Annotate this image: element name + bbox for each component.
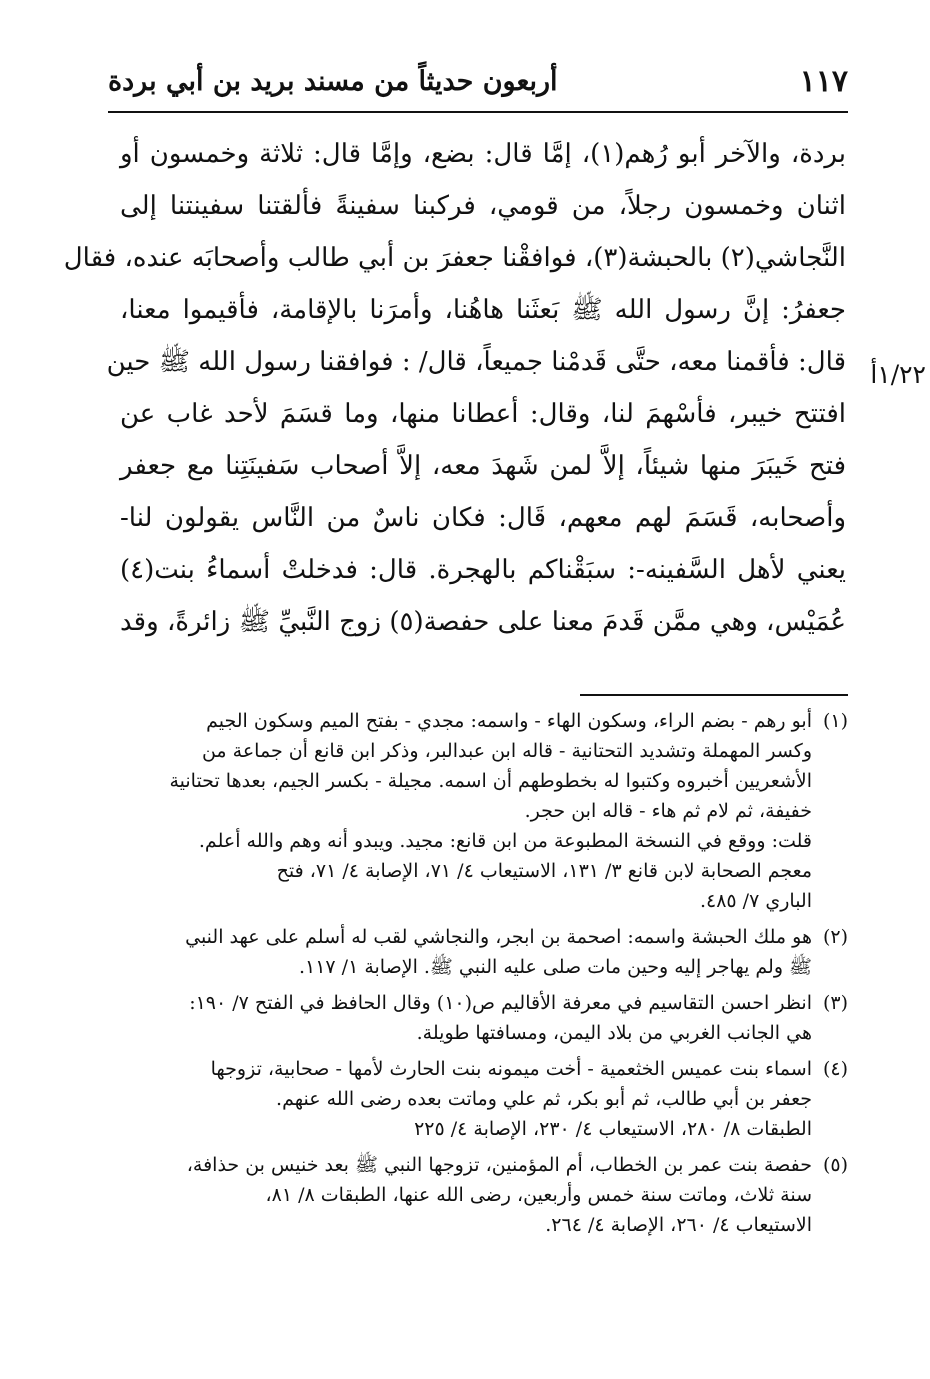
footnote-divider [580,694,848,696]
footnote-line: سنة ثلاث، وماتت سنة خمس وأربعين، رضى الله عنها، الطبقات ٨/ ٨١، [265,1184,812,1206]
footnote-line: قلت: ووقع في النسخة المطبوعة من ابن قانع: مجيد. ويبدو أنه وهم والله أعلم. [198,830,812,852]
footnote-line: معجم الصحابة لابن قانع ٣/ ١٣١، الاستيعاب ٤/ ٧١، الإصابة ٤/ ٧١، فتح [276,860,812,882]
footnote-line: جعفر بن أبي طالب، ثم أبو بكر، ثم علي وماتت بعده رضى الله عنهم. [276,1088,812,1110]
text-line: وأصحابه، قَسَمَ لهم معهم، قَال: فكان ناسٌ من النَّاس يقولون لنا- [120,503,846,533]
footnote-number: (٥) [822,1154,848,1176]
footnote-number: (١) [822,710,848,732]
footnote-text: حفصة بنت عمر بن الخطاب، أم المؤمنين، تزوجها النبي ﷺ بعد خنيس بن حذافة، [186,1154,812,1176]
page-header [108,64,848,108]
footnote-line: الأشعريين أخبروه وكتبوا له بخطوطهم أن اسمه. مجيلة - بكسر الجيم، بعدها تحتانية [169,770,812,792]
running-title: أربعون حديثاً من مسند بريد بن أبي بردة [108,66,558,97]
page-number: ١١٧ [799,64,848,99]
footnote-number: (٣) [822,992,848,1014]
footnote-text: انظر احسن التقاسيم في معرفة الأقاليم ص(١٠) وقال الحافظ في الفتح ٧/ ١٩٠: [189,992,812,1014]
footnote-line [118,922,848,952]
text-line: افتتح خيبر، فأسْهمَ لنا، وقال: أعطانا منها، وما قسَمَ لأحد غاب عن [120,399,846,429]
footnote-text: اسماء بنت عميس الخثعمية - أخت ميمونه بنت الحارث لأمها - صحابية، تزوجها [210,1058,812,1080]
footnote-line: ﷺ ولم يهاجر إليه وحين مات صلى عليه النبي ﷺ. الإصابة ١/ ١١٧. [298,956,812,978]
header-divider [108,111,848,113]
footnote-line [118,706,848,736]
footnote-line: هي الجانب الغربي من بلاد اليمن، ومسافتها طويلة. [416,1022,812,1044]
text-line: جعفرُ: إنَّ رسول الله ﷺ بَعثَنا هاهُنا، وأمرَنا بالإقامة، فأقيموا معنا، [120,295,846,325]
footnote-line [118,1150,848,1180]
footnotes [118,706,848,1246]
text-line: قال: فأقمنا معه، حتَّى قَدمْنا جميعاً، قال/ : فوافقنا رسول الله ﷺ حين [106,347,846,377]
manuscript-folio-reference: ١/٢٢أ [870,360,926,389]
footnote [118,1150,848,1240]
text-line: فتح خَيبَرَ منها شيئاً، إلاَّ لمن شَهدَ معه، إلاَّ أصحاب سَفينَتِنا مع جعفر [120,451,846,481]
footnote-line: الاستيعاب ٤/ ٢٦٠، الإصابة ٤/ ٢٦٤. [545,1214,812,1236]
footnote-line: الباري ٧/ ٤٨٥. [699,890,812,912]
text-line: عُمَيْس، وهي ممَّن قَدمَ معنا على حفصة(٥) زوج النَّبيِّ ﷺ زائرةً، وقد [120,607,846,637]
footnote [118,706,848,916]
footnote-text: هو ملك الحبشة واسمه: اصحمة بن ابجر، والنجاشي لقب له أسلم على عهد النبي [185,926,812,948]
footnote-line: خفيفة، ثم لام ثم هاء - قاله ابن حجر. [524,800,812,822]
footnote-number: (٢) [822,926,848,948]
footnote [118,1054,848,1144]
footnote-line [118,988,848,1018]
footnote-line: وكسر المهملة وتشديد التحتانية - قاله ابن عبدالبر، وذكر ابن قانع أن جماعة من [201,740,812,762]
text-line: بردة، والآخر أبو رُهم(١)، إمَّا قال: بضع، وإمَّا قال: ثلاثة وخمسون أو [120,139,846,169]
footnote [118,922,848,982]
main-text [63,128,846,648]
text-line: اثنان وخمسون رجلاً، من قومي، فركبنا سفينةً فألقتنا سفينتنا إلى [120,191,846,221]
footnote-line: الطبقات ٨/ ٢٨٠، الاستيعاب ٤/ ٢٣٠، الإصابة ٤/ ٢٢٥ [414,1118,812,1140]
footnote-number: (٤) [822,1058,848,1080]
footnote-text: أبو رهم - بضم الراء، وسكون الهاء - واسمه: مجدي - بفتح الميم وسكون الجيم [206,710,812,732]
text-line: النَّجاشي(٢) بالحبشة(٣)، فوافقْنا جعفرَ بن أبي طالب وأصحابَه عنده، فقال [63,243,846,273]
footnote-line [118,1054,848,1084]
footnote [118,988,848,1048]
text-line: يعني لأهل السَّفينه-: سبَقْناكم بالهجرة. قال: فدخلتْ أسماءُ بنت(٤) [120,555,846,585]
